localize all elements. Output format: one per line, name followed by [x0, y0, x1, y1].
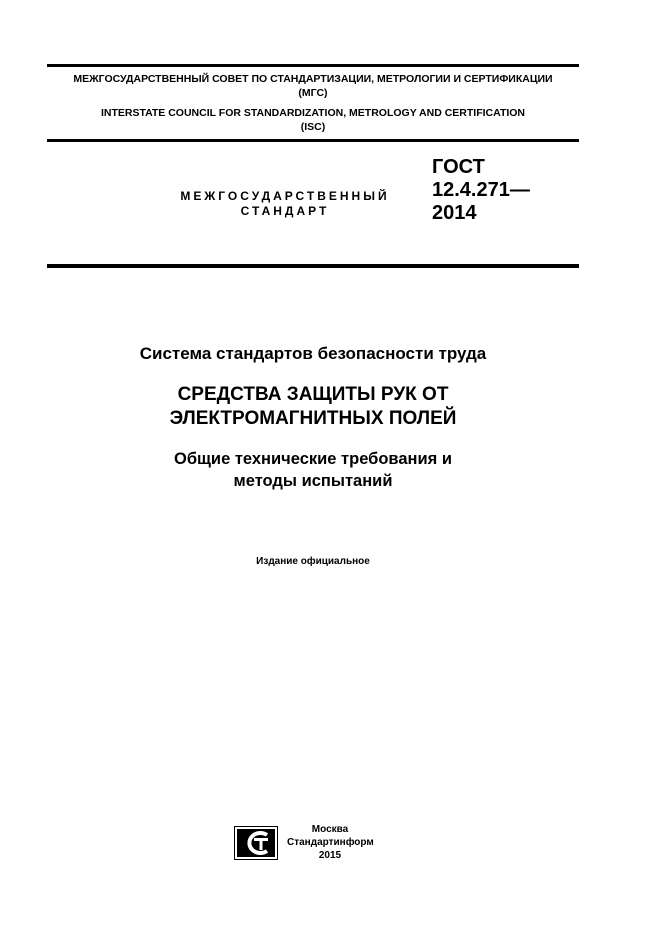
publisher-year: 2015 — [318, 850, 342, 861]
standard-code-line1: ГОСТ — [432, 156, 485, 178]
standard-type-line2: СТАНДАРТ — [240, 204, 330, 218]
document-title-line1: СРЕДСТВА ЗАЩИТЫ РУК ОТ — [177, 384, 449, 405]
header-rule — [47, 139, 579, 142]
top-rule — [47, 64, 579, 67]
publisher-name: Стандартинформ — [287, 837, 374, 848]
document-subtitle-line1: Общие технические требования и — [173, 450, 452, 468]
document-subtitle — [47, 448, 579, 492]
main-rule — [47, 264, 579, 268]
publisher-city: Москва — [311, 824, 349, 835]
council-ru: МЕЖГОСУДАРСТВЕННЫЙ СОВЕТ ПО СТАНДАРТИЗАЦИИ, МЕТРОЛОГИИ И СЕРТИФИКАЦИИ — [73, 73, 553, 85]
publisher-block — [287, 823, 373, 862]
council-en-abbr: (ISC) — [300, 121, 326, 133]
standartinform-logo-icon — [234, 826, 278, 860]
standard-code — [432, 156, 530, 225]
document-title-line2: ЭЛЕКТРОМАГНИТНЫХ ПОЛЕЙ — [169, 408, 457, 429]
standard-code-line3: 2014 — [432, 202, 477, 224]
standard-type-line1: МЕЖГОСУДАРСТВЕННЫЙ — [180, 189, 390, 203]
council-ru-abbr: (МГС) — [298, 87, 328, 99]
document-title — [47, 383, 579, 431]
standard-code-line2: 12.4.271— — [432, 179, 530, 201]
document-subtitle-line2: методы испытаний — [233, 472, 393, 490]
edition-note: Издание официальное — [256, 556, 370, 567]
series-title: Система стандартов безопасности труда — [139, 344, 487, 363]
council-en: INTERSTATE COUNCIL FOR STANDARDIZATION, METROLOGY AND CERTIFICATION — [100, 107, 526, 119]
